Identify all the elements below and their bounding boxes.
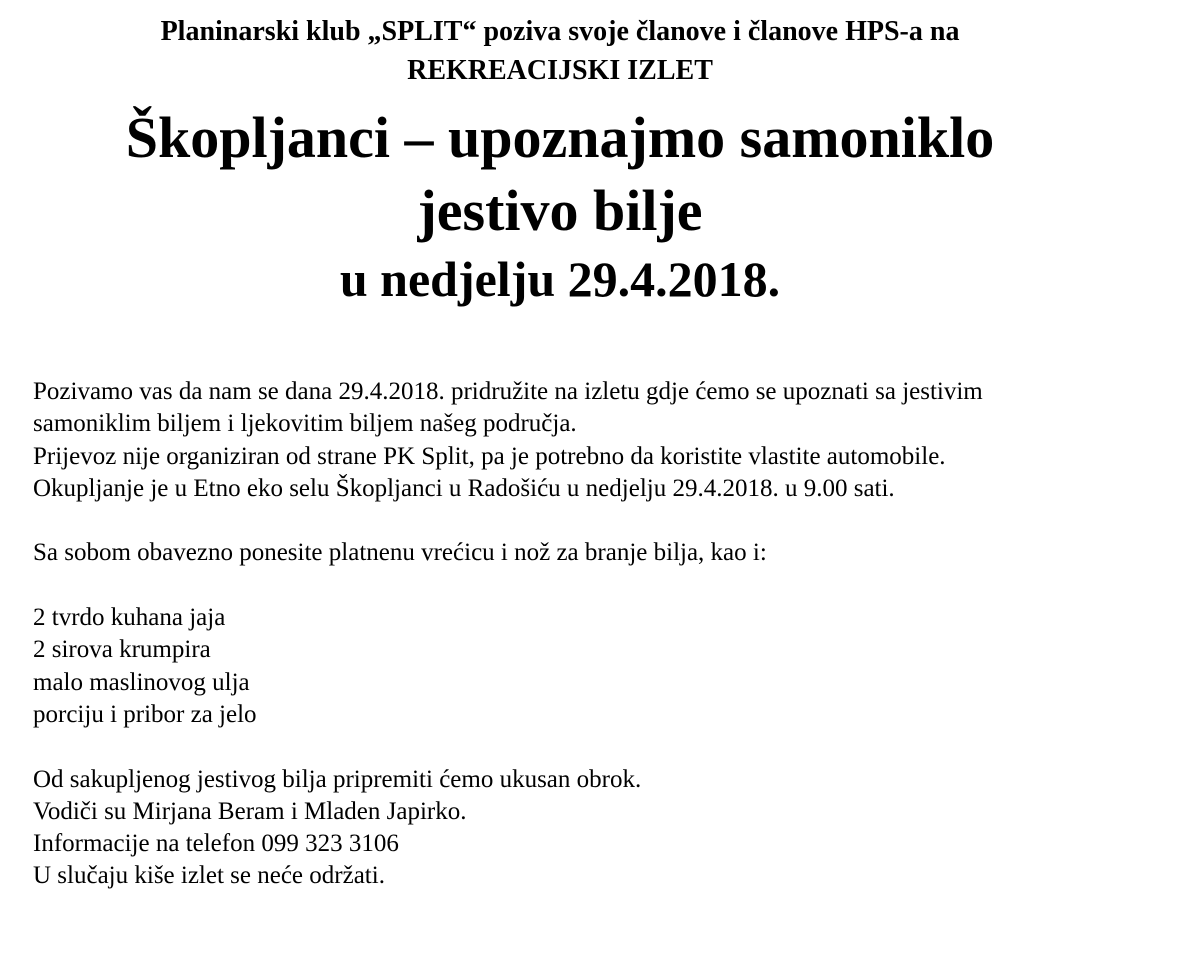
closing-line: U slučaju kiše izlet se neće održati. xyxy=(33,862,385,890)
event-date-heading: u nedjelju 29.4.2018. xyxy=(339,251,781,307)
body-line: samoniklim biljem i ljekovitim biljem našeg područja. xyxy=(33,410,577,438)
event-type-heading: REKREACIJSKI IZLET xyxy=(407,55,713,86)
spacer xyxy=(33,570,1183,602)
closing-line: Od sakupljenog jestivog bilja pripremiti ćemo ukusan obrok. xyxy=(33,765,642,793)
list-item: porciju i pribor za jelo xyxy=(33,700,257,728)
event-title-line-1: Škopljanci – upoznajmo samoniklo xyxy=(125,105,995,170)
list-item: 2 sirova krumpira xyxy=(33,636,211,664)
club-invitation-line: Planinarski klub „SPLIT“ poziva svoje članove i članove HPS-a na xyxy=(160,16,960,47)
bring-intro: Sa sobom obavezno ponesite platnenu vrećicu i nož za branje bilja, kao i: xyxy=(33,539,767,567)
spacer xyxy=(33,731,1183,763)
body-line: Prijevoz nije organiziran od strane PK Split, pa je potrebno da koristite vlastite automobile. xyxy=(33,442,946,470)
spacer xyxy=(33,505,1183,537)
event-title-line-2: jestivo bilje xyxy=(417,178,703,243)
invitation-body xyxy=(33,376,1183,893)
list-item: 2 tvrdo kuhana jaja xyxy=(33,604,226,632)
body-line: Okupljanje je u Etno eko selu Škopljanci u Radošiću u nedjelju 29.4.2018. u 9.00 sati. xyxy=(33,474,895,502)
body-line: Pozivamo vas da nam se dana 29.4.2018. pridružite na izletu gdje ćemo se upoznati sa jestivim xyxy=(33,378,983,405)
closing-line: Vodiči su Mirjana Beram i Mladen Japirko. xyxy=(33,797,467,825)
closing-line: Informacije na telefon 099 323 3106 xyxy=(33,830,399,858)
list-item: malo maslinovog ulja xyxy=(33,668,250,696)
